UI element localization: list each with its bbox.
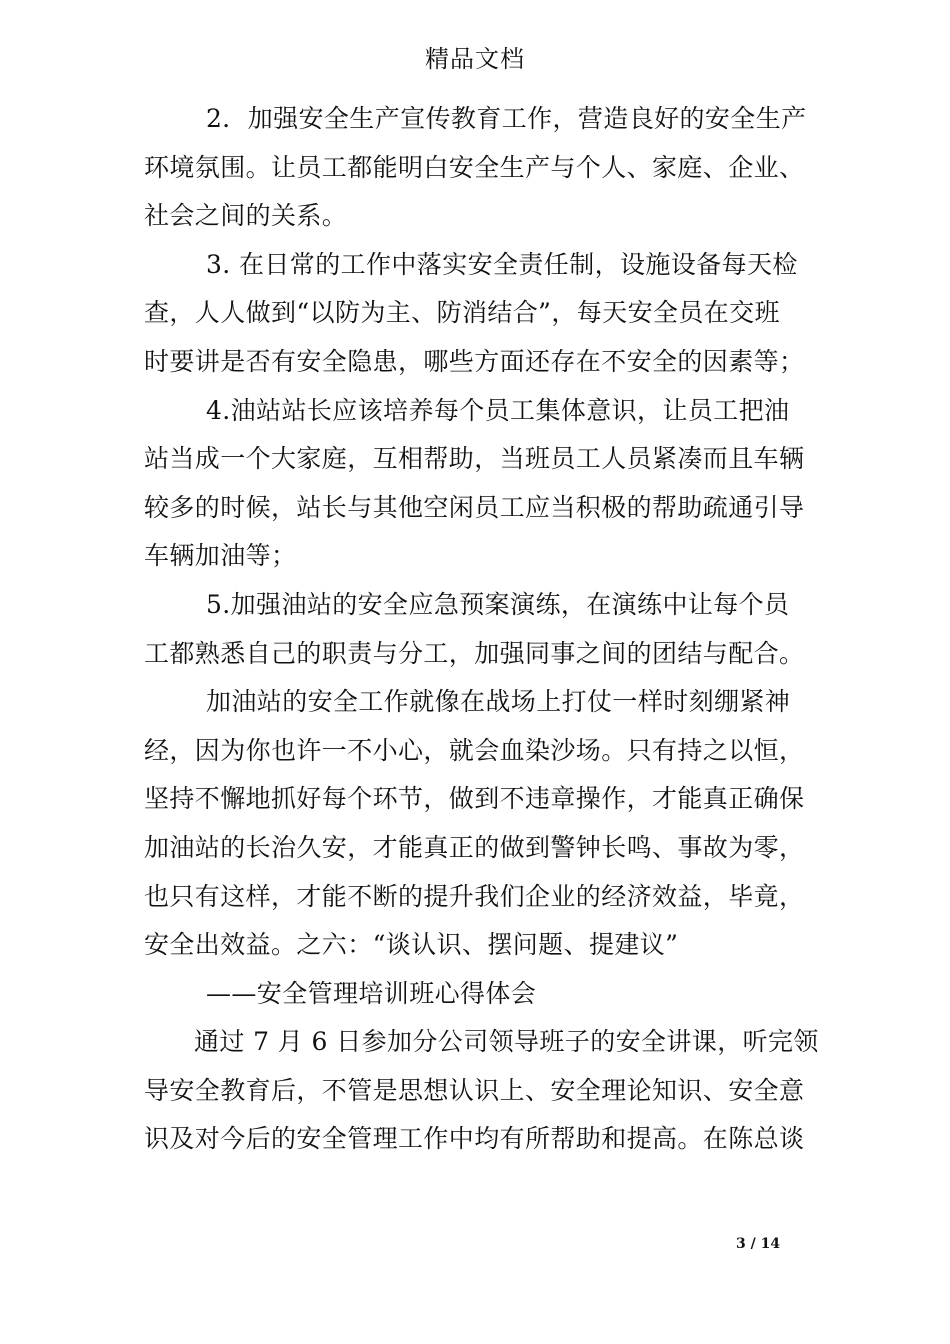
text-line: 经，因为你也许一不小心，就会血染沙场。只有持之以恒， bbox=[144, 735, 805, 765]
text-line: 3. 在日常的工作中落实安全责任制，设施设备每天检 bbox=[206, 249, 798, 279]
text-line: 查，人人做到“以防为主、防消结合”，每天安全员在交班 bbox=[144, 298, 780, 328]
text-line: 导安全教育后，不管是思想认识上、安全理论知识、安全意 bbox=[144, 1075, 805, 1105]
text-line: 4.油站站长应该培养每个员工集体意识，让员工把油 bbox=[206, 395, 790, 425]
text-line: 车辆加油等； bbox=[144, 541, 297, 571]
text-line: 5.加强油站的安全应急预案演练，在演练中让每个员 bbox=[206, 589, 790, 619]
page-header: 精品文档 bbox=[425, 45, 525, 73]
page-number: 3 / 14 bbox=[736, 1236, 781, 1252]
text-line: 坚持不懈地抓好每个环节，做到不违章操作，才能真正确保 bbox=[144, 784, 805, 814]
text-line: 较多的时候，站长与其他空闲员工应当积极的帮助疏通引导 bbox=[144, 492, 805, 522]
text-line: 环境氛围。让员工都能明白安全生产与个人、家庭、企业、 bbox=[144, 152, 805, 182]
text-line: 2．加强安全生产宣传教育工作，营造良好的安全生产 bbox=[206, 104, 807, 133]
text-line: ——安全管理培训班心得体会 bbox=[206, 978, 537, 1008]
text-line: 站当成一个大家庭，互相帮助，当班员工人员紧凑而且车辆 bbox=[144, 444, 805, 474]
text-line: 通过 7 月 6 日参加分公司领导班子的安全讲课，听完领 bbox=[194, 1027, 819, 1057]
text-line: 识及对今后的安全管理工作中均有所帮助和提高。在陈总谈 bbox=[144, 1124, 805, 1154]
text-line: 也只有这样，才能不断的提升我们企业的经济效益，毕竟， bbox=[144, 881, 805, 911]
text-line: 加油站的安全工作就像在战场上打仗一样时刻绷紧神 bbox=[206, 687, 791, 717]
text-line: 加油站的长治久安，才能真正的做到警钟长鸣、事故为零， bbox=[144, 832, 805, 862]
text-line: 安全出效益。之六：“谈认识、摆问题、提建议” bbox=[144, 930, 679, 960]
text-line: 工都熟悉自己的职责与分工，加强同事之间的团结与配合。 bbox=[144, 638, 805, 668]
document-body bbox=[144, 95, 819, 1164]
text-line: 社会之间的关系。 bbox=[144, 201, 348, 231]
text-line: 时要讲是否有安全隐患，哪些方面还存在不安全的因素等； bbox=[144, 346, 805, 376]
